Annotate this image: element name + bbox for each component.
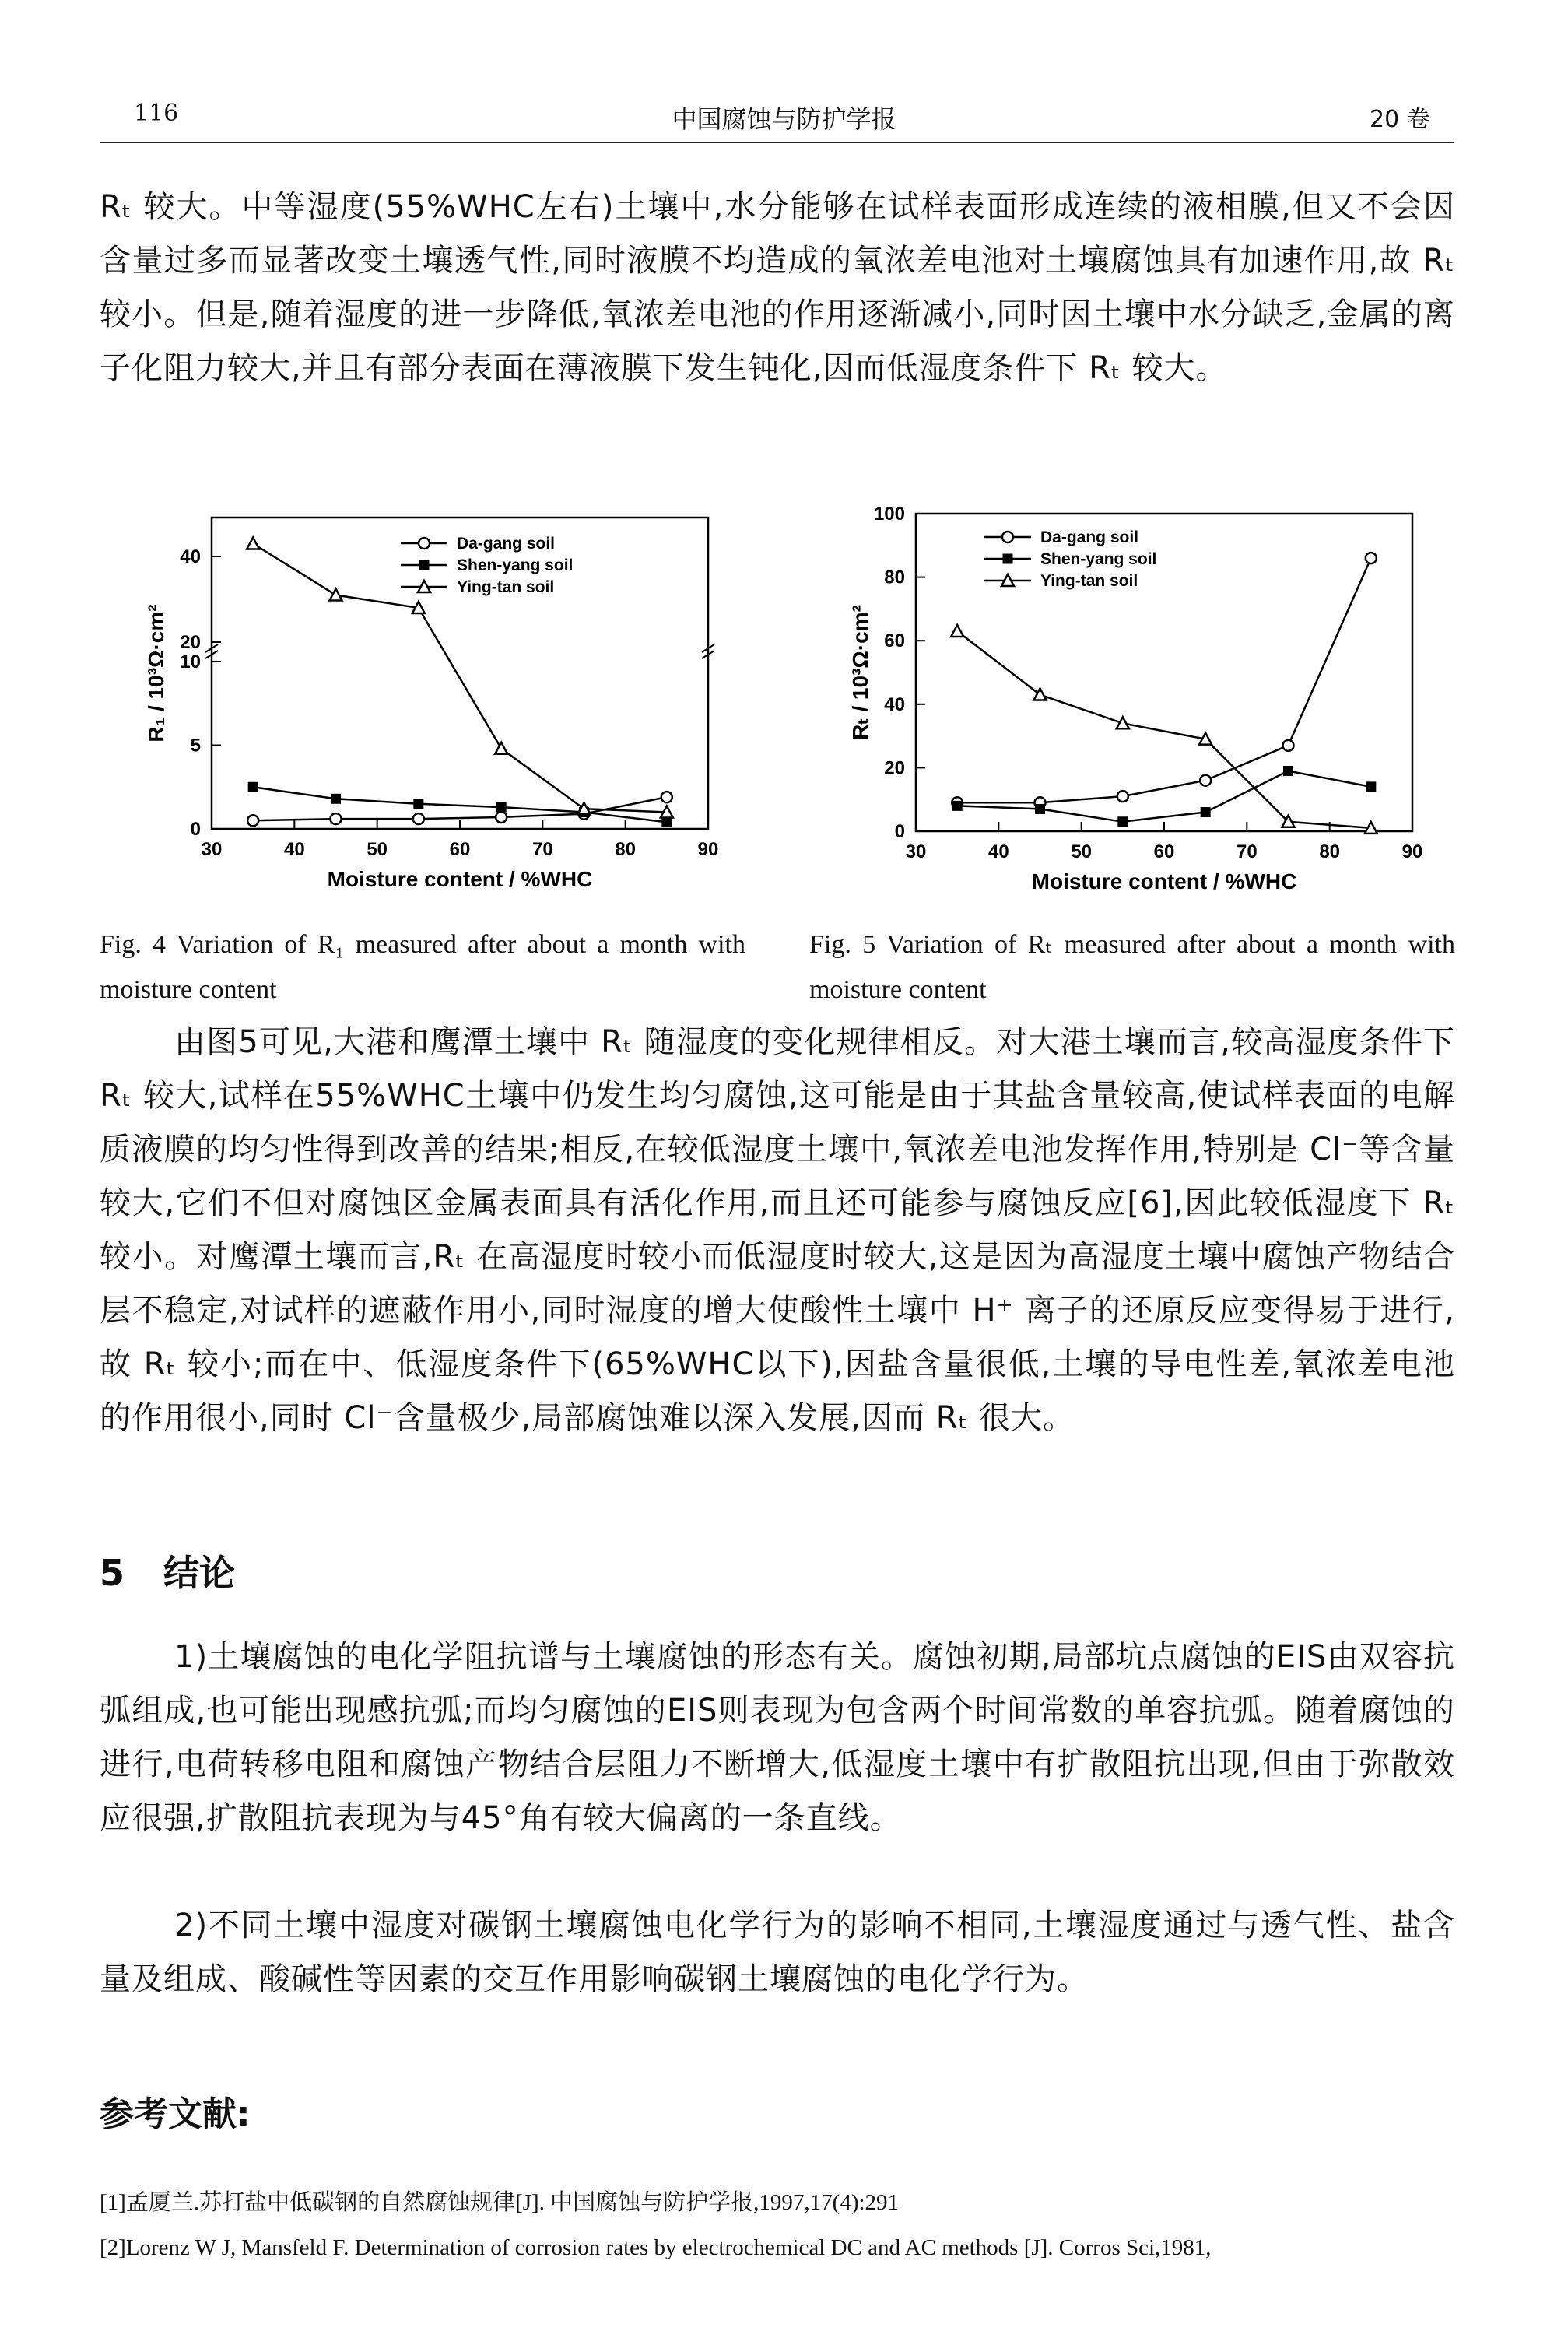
x-tick-label: 40: [283, 839, 305, 860]
y-tick-label: 0: [894, 821, 905, 842]
x-tick-label: 50: [1071, 841, 1093, 862]
x-tick-label: 70: [1236, 841, 1258, 862]
x-tick-label: 30: [905, 841, 927, 862]
reference-1: [1]孟厦兰.苏打盐中低碳钢的自然腐蚀规律[J]. 中国腐蚀与防护学报,1997,17(4):291: [100, 2190, 900, 2215]
x-tick-label: 80: [1319, 841, 1341, 862]
data-point: [1118, 817, 1128, 827]
x-tick-label: 80: [615, 839, 637, 860]
data-point: [331, 794, 341, 803]
x-tick-label: 30: [201, 839, 223, 860]
y-tick-label: 100: [873, 504, 905, 525]
y-tick-label: 40: [180, 546, 201, 567]
section-heading: [100, 1545, 274, 1596]
data-point: [248, 782, 258, 792]
x-tick-label: 60: [449, 839, 471, 860]
y-tick-label: 80: [884, 567, 905, 588]
y-tick-label: 20: [180, 632, 201, 653]
paragraph-2: 由图5可见,大港和鹰潭土壤中 Rₜ 随湿度的变化规律相反。对大港土壤而言,较高湿度条件下 Rₜ 较大,试样在55%WHC土壤中仍发生均匀腐蚀,这可能是由于其盐含量较高,使试样表面的电解质液膜的均匀性得到改善的结果;相反,在较低湿度土壤中,氧浓差电池发挥作用,特别是 Cl⁻等含量较大,它们不但对腐蚀区金属表面具有活化作用,而且还可能参与腐蚀反应[6],因此较低湿度下 Rₜ 较小。对鹰潭土壤而言,Rₜ 在高湿度时较小而低湿度时较大,这是因为高湿度土壤中腐蚀产物结合层不稳定,对试样的遮蔽作用小,同时湿度的增大使酸性土壤中 H⁺ 离子的还原反应变得易于进行,故 Rₜ 较小;而在中、低湿度条件下(65%WHC以下),因盐含量很低,土壤的导电性差,氧浓差电池的作用很小,同时 Cl⁻含量极少,局部腐蚀难以深入发展,因而 Rₜ 很大。: [100, 1024, 1455, 1436]
journal-title: 中国腐蚀与防护学报: [672, 104, 896, 134]
data-point: [1117, 717, 1129, 728]
y-tick-label: 10: [180, 651, 201, 672]
series-line: [957, 771, 1371, 822]
y-axis-title: R₁ / 10³Ω·cm²: [144, 604, 168, 742]
x-axis-title: Moisture content / %WHC: [1031, 869, 1297, 893]
plot-frame: [916, 514, 1412, 831]
figure-5-chart: [821, 479, 1443, 914]
legend-label: Shen-yang soil: [1040, 550, 1157, 568]
data-point: [495, 742, 507, 754]
data-point: [1284, 766, 1293, 775]
data-point: [1366, 553, 1377, 563]
data-point: [414, 799, 423, 809]
data-point: [1366, 782, 1376, 792]
data-point: [1117, 791, 1128, 802]
volume-label: 20 卷: [1370, 106, 1430, 133]
legend-label: Da-gang soil: [457, 535, 556, 553]
x-axis-title: Moisture content / %WHC: [327, 867, 593, 891]
x-tick-label: 90: [1401, 841, 1423, 862]
data-point: [247, 815, 258, 826]
y-tick-label: 40: [884, 693, 905, 715]
conclusion-2: 2)不同土壤中湿度对碳钢土壤腐蚀电化学行为的影响不相同,土壤湿度通过与透气性、盐含量及组成、酸碱性等因素的交互作用影响碳钢土壤腐蚀的电化学行为。: [100, 1908, 1455, 1997]
legend-label: Shen-yang soil: [457, 556, 574, 574]
legend-marker: [1003, 554, 1012, 563]
figure-5-caption: Fig. 5 Variation of Rₜ measured after about a month with moisture content: [809, 930, 1455, 1004]
conclusion-1: 1)土壤腐蚀的电化学阻抗谱与土壤腐蚀的形态有关。腐蚀初期,局部坑点腐蚀的EIS由双容抗弧组成,也可能出现感抗弧;而均匀腐蚀的EIS则表现为包含两个时间常数的单容抗弧。随着腐蚀的进行,电荷转移电阻和腐蚀产物结合层阻力不断增大,低湿度土壤中有扩散阻抗出现,但由于弥散效应很强,扩散阻抗表现为与45°角有较大偏离的一条直线。: [100, 1639, 1455, 1836]
reference-2: [2]Lorenz W J, Mansfeld F. Determination of corrosion rates by electrochemical DC and AC methods [J]. Corros Sci,1981,: [100, 2235, 1212, 2260]
data-point: [1283, 740, 1294, 751]
x-tick-label: 50: [367, 839, 388, 860]
x-tick-label: 60: [1153, 841, 1175, 862]
x-tick-label: 70: [531, 839, 553, 860]
legend-marker: [419, 560, 429, 570]
section-title: 结论: [163, 1552, 236, 1594]
data-point: [662, 817, 672, 827]
paragraph-1: Rₜ 较大。中等湿度(55%WHC左右)土壤中,水分能够在试样表面形成连续的液相膜,但又不会因含量过多而显著改变土壤透气性,同时液膜不均造成的氧浓差电池对土壤腐蚀具有加速作用,故 Rₜ 较小。但是,随着湿度的进一步降低,氧浓差电池的作用逐渐减小,同时因土壤中水分缺乏,金属的离子化阻力较大,并且有部分表面在薄液膜下发生钝化,因而低湿度条件下 Rₜ 较大。: [100, 189, 1455, 386]
y-tick-label: 0: [190, 819, 201, 840]
header-rule: [100, 142, 1454, 143]
x-tick-label: 40: [987, 841, 1009, 862]
series-line: [957, 558, 1371, 802]
references-heading: 参考文献:: [100, 2094, 251, 2134]
data-point: [1201, 808, 1210, 817]
data-point: [1200, 775, 1211, 786]
data-point: [952, 801, 962, 810]
legend-label: Ying-tan soil: [1040, 572, 1138, 590]
series-line: [957, 631, 1371, 828]
data-point: [331, 813, 342, 824]
y-tick-label: 20: [884, 757, 905, 779]
data-point: [1036, 804, 1045, 813]
legend-label: Ying-tan soil: [457, 578, 555, 596]
data-point: [330, 589, 342, 601]
legend-marker: [1002, 532, 1013, 542]
figure-4-caption: Fig. 4 Variation of R₁ measured after about a month with moisture content: [100, 930, 745, 1004]
data-point: [661, 792, 672, 802]
data-point: [496, 802, 506, 812]
data-point: [951, 625, 963, 637]
figure-4-chart: [117, 483, 739, 918]
legend-marker: [419, 538, 430, 549]
page-number: 116: [134, 100, 179, 127]
data-point: [413, 813, 424, 824]
series-line: [253, 787, 667, 822]
data-point: [496, 812, 507, 823]
x-tick-label: 90: [697, 839, 719, 860]
y-tick-label: 60: [884, 630, 905, 652]
y-axis-title: Rₜ / 10³Ω·cm²: [848, 605, 872, 740]
data-point: [247, 538, 259, 549]
section-number: 5: [100, 1552, 125, 1594]
y-tick-label: 5: [190, 735, 201, 757]
legend-label: Da-gang soil: [1040, 528, 1139, 546]
